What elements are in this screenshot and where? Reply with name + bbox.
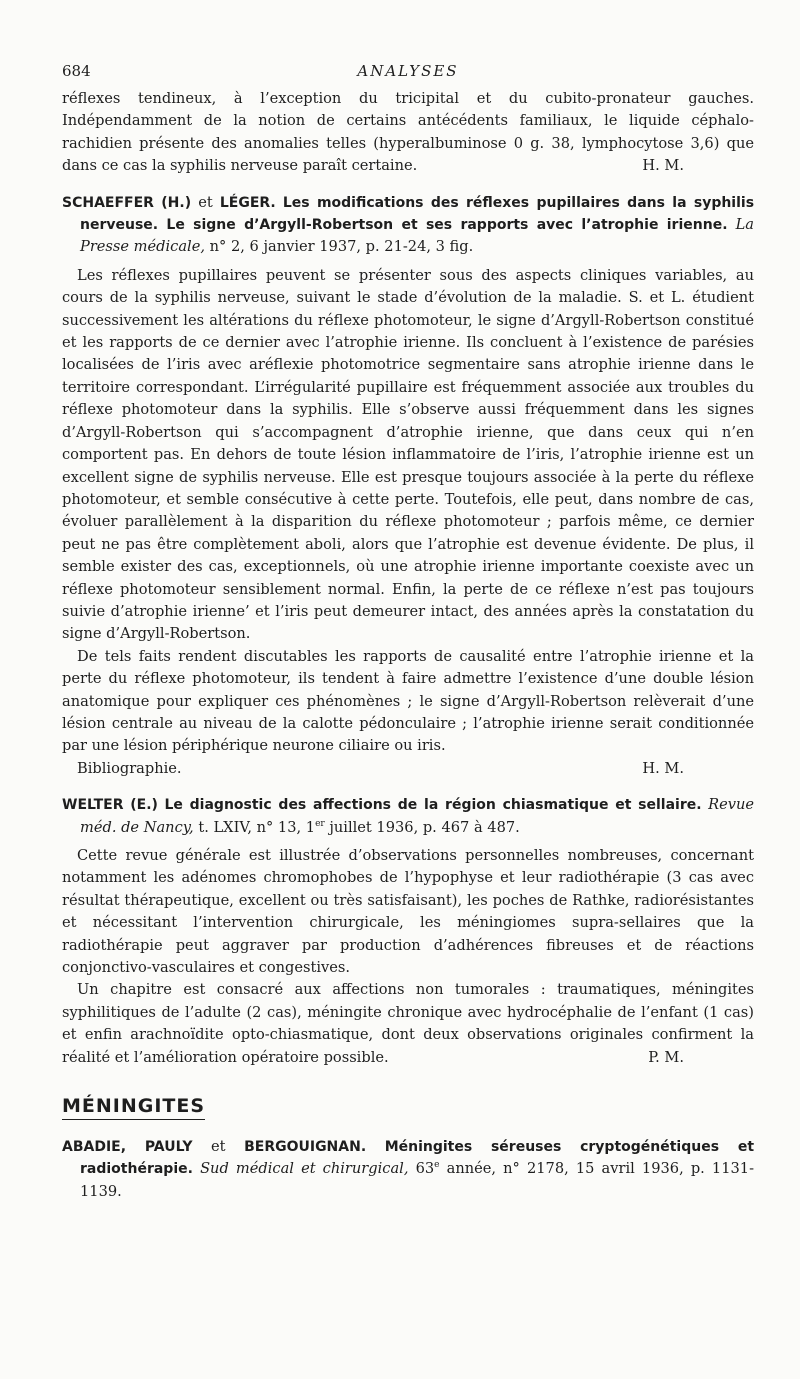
entry-title: Méningites séreuses cryptogénétiques et radiothérapie. [80, 1139, 755, 1178]
entry-authors-2: LÉGER. [219, 194, 276, 211]
running-head [62, 62, 754, 88]
running-title: ANALYSES [357, 62, 459, 80]
abstract-paragraph-with-signature: Un chapitre est consacré aux affections non tumorales : traumatiques, méningites syphilitiques de l’adulte (2 cas), méningite chronique avec hydrocéphalie de l’enfant (1 cas) et enfin arachnoïdite opto-chiasmatique, dont deux observations originales confirment la réalité et l’amélioration opératoire possible. P. M. [62, 979, 754, 1069]
bibliography-line [62, 758, 754, 780]
bibliography-label: Bibliographie. [77, 759, 182, 777]
page [62, 62, 754, 1209]
entry-authors: SCHAEFFER (H.) [62, 194, 192, 211]
entry-journal: La Presse médicale, [80, 216, 755, 256]
entry-citation: t. LXIV, n° 13, 1er juillet 1936, p. 467 à 487. [198, 818, 520, 836]
entry-citation: n° 2, 6 janvier 1937, p. 21-24, 3 fig. [209, 238, 474, 256]
entry-connector: et [211, 1138, 226, 1156]
abstract-paragraph: Les réflexes pupillaires peuvent se présenter sous des aspects cliniques variables, au cours de la syphilis nerveuse, suivant le stade d’évolution de la maladie. S. et L. étudient successivement les altérations du réflexe photomoteur, le signe d’Argyll-Robertson constitué et les rapports de ce dernier avec l’atrophie irienne. Ils concluent à l’existence de parésies localisées de l’iris avec aréflexie photomotrice segmentaire sans atrophie irienne dans le territoire correspondant. L’irrégularité pupillaire est fréquemment associée aux troubles du réflexe photomoteur dans la syphilis. Elle s’observe aussi fréquemment dans les signes d’Argyll-Robertson qui s’accompagnent d’atrophie irienne, que dans ceux qui n’en comportent pas. En dehors de toute lésion inflammatoire de l’iris, l’atrophie irienne est un excellent signe de syphilis nerveuse. Elle est presque toujours associée à la perte du réflexe photomoteur, et semble consécutive à cette perte. Toutefois, elle peut, dans nombre de cas, évoluer parallèlement à la disparition du réflexe photomoteur ; parfois même, ce dernier peut ne pas être complètement aboli, alors que l’atrophie est devenue évidente. De plus, il semble exister des cas, exceptionnels, où une atrophie irienne importante coexiste avec un réflexe photomoteur sensiblement normal. Enfin, la perte de ce réflexe n’est pas toujours suivie d’atrophie irienne’ et l’iris peut demeurer intact, des années après la constatation du signe d’Argyll-Robertson. [62, 266, 754, 643]
entry-heading-schaeffer [62, 192, 754, 259]
entry-authors: ABADIE, PAULY [62, 1139, 193, 1156]
entry-signature: P. M. [648, 1048, 684, 1066]
continuation-paragraph [62, 88, 754, 178]
page-number: 684 [62, 62, 91, 80]
abstract-paragraph: Cette revue générale est illustrée d’observations personnelles nombreuses, concernant notamment les adénomes chromophobes de l’hypophyse et leur radiothérapie (3 cas avec résultat thérapeutique, excellent ou très satisfaisant), les poches de Rathke, radiorésistantes et nécessitant l’intervention chirurgicale, les méningiomes supra-sellaires que la radiothérapie peut aggraver par production d’adhérences fibreuses et de réactions conjonctivo-vasculaires et congestives. [62, 847, 754, 977]
entry-journal: Revue méd. de Nancy, [80, 796, 755, 836]
entry-citation: 63e année, n° 2178, 15 avril 1936, p. 1131-1139. [80, 1160, 755, 1200]
continuation-text: réflexes tendineux, à l’exception du tricipital et du cubito-pronateur gauches. Indépendamment de la notion de certains antécédents familiaux, le liquide céphalo-rachidien présente des anomalies telles (hyperalbuminose 0 g. 38, lymphocytose 3,6) que dans ce cas la syphilis nerveuse paraît certaine. [62, 90, 754, 175]
entry-title: Le diagnostic des affections de la région chiasmatique et sellaire. [164, 797, 702, 814]
abstract-paragraph: De tels faits rendent discutables les rapports de causalité entre l’atrophie irienne et la perte du réflexe photomoteur, ils tendent à faire admettre l’existence d’une double lésion anatomique pour expliquer ces phénomènes ; le signe d’Argyll-Robertson relèverait d’une lésion centrale au niveau de la calotte pédonculaire ; l’atrophie irienne serait conditionnée par une lésion périphérique neurone ciliaire ou iris. [62, 647, 754, 755]
continuation-signature: H. M. [642, 157, 684, 175]
entry-authors-2: BERGOUIGNAN. [244, 1139, 367, 1156]
entry-heading-abadie [62, 1136, 754, 1203]
section-heading: MÉNINGITES [62, 1095, 205, 1120]
entry-title: Les modifications des réflexes pupillaires dans la syphilis nerveuse. Le signe d’Argyll-Robertson et ses rapports avec l’atrophie irienne. [80, 194, 755, 234]
entry-connector: et [198, 193, 213, 211]
entry-heading-welter [62, 794, 754, 839]
entry-authors: WELTER (E.) [62, 797, 158, 814]
entry-signature: H. M. [642, 759, 684, 777]
entry-journal: Sud médical et chirurgical, [200, 1160, 409, 1178]
